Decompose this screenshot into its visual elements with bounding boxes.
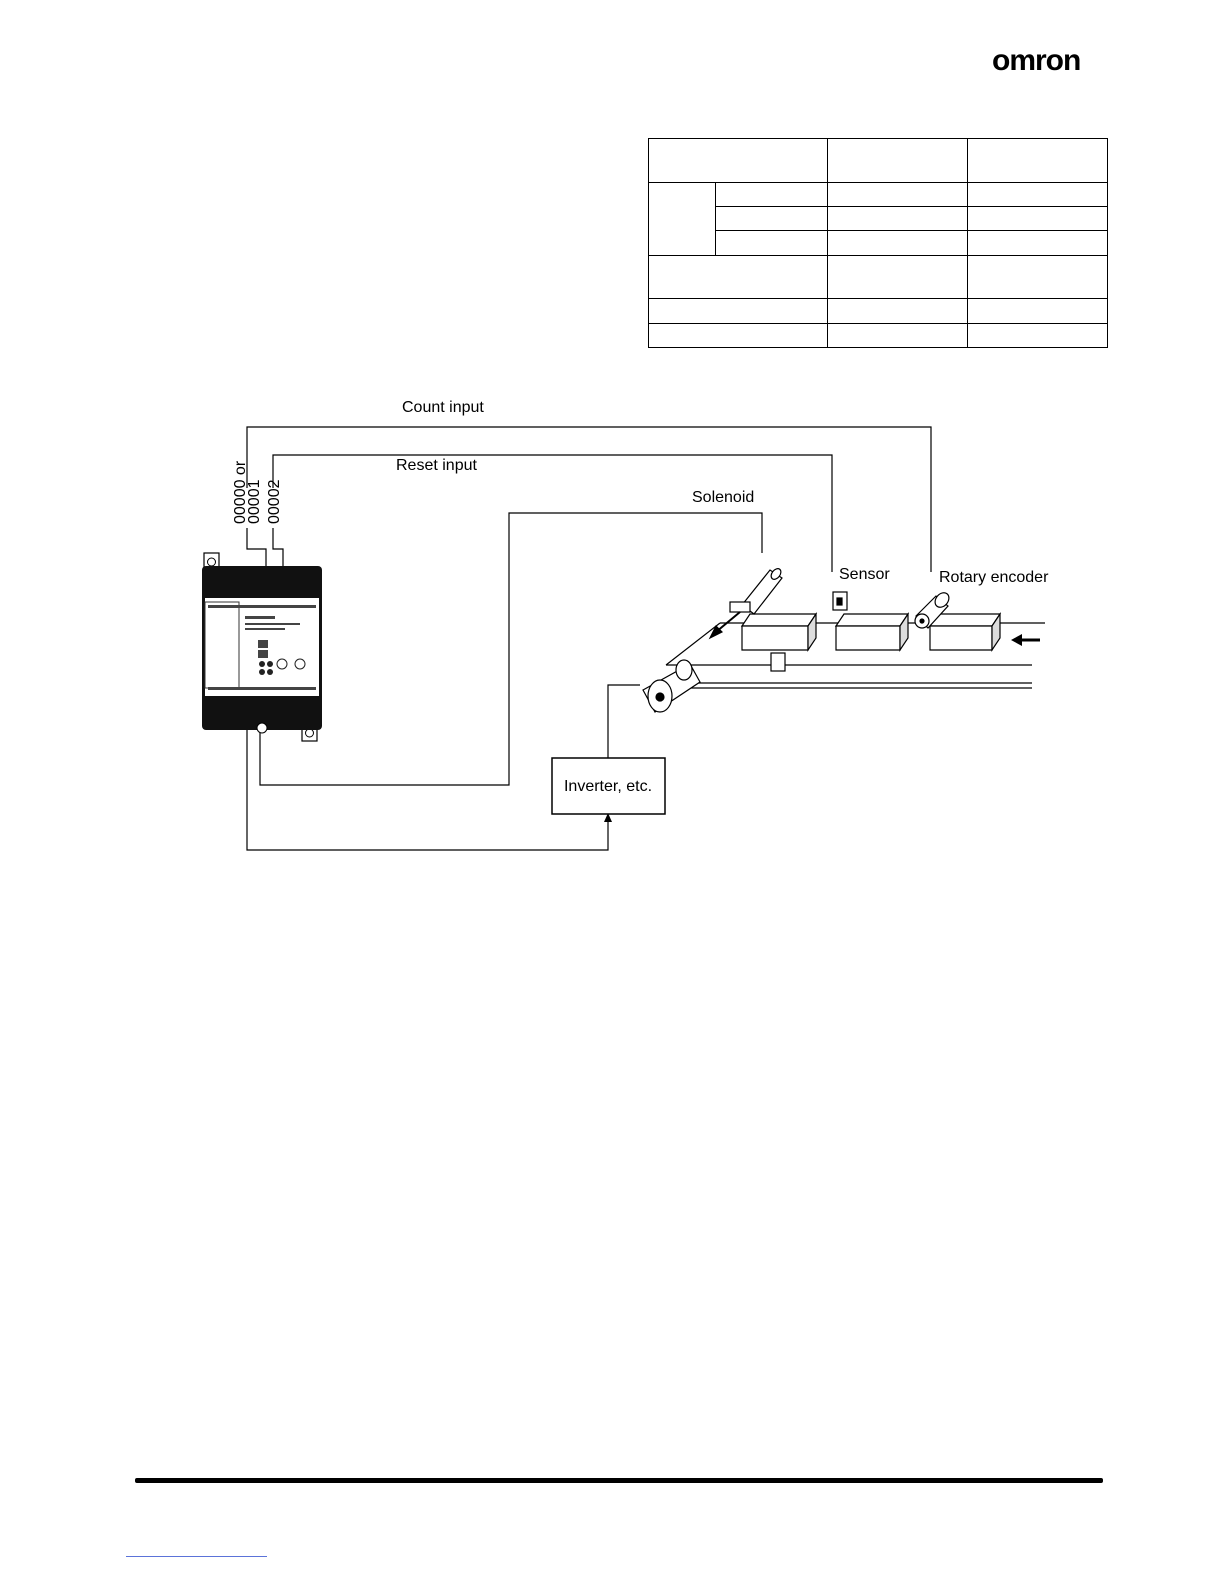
inverter-label: Inverter, etc.: [563, 778, 653, 795]
table-cell: [649, 139, 828, 183]
table-cell: [828, 256, 968, 299]
workpiece: [930, 614, 1000, 650]
omron-logo: [990, 38, 1104, 80]
footer-rule: [135, 1478, 1103, 1483]
count-input-wire: [247, 427, 931, 572]
table-cell: [828, 139, 968, 183]
table-cell: [828, 183, 968, 207]
terminal-label-1a: 00000 or: [232, 460, 249, 524]
table-cell: [828, 299, 968, 324]
table-cell: [968, 256, 1108, 299]
workpiece: [742, 614, 816, 650]
count-input-label: Count input: [402, 399, 484, 416]
table-cell: [828, 207, 968, 231]
table-cell: [828, 231, 968, 256]
workpieces: [742, 614, 1000, 650]
terminal-wire-2: [273, 528, 283, 568]
table-cell: [716, 231, 828, 256]
table-cell: [968, 139, 1108, 183]
table-row: [649, 299, 1108, 324]
reset-input-label: Reset input: [396, 457, 477, 474]
rotary-encoder-label: Rotary encoder: [939, 569, 1049, 586]
table-cell: [649, 299, 828, 324]
table-cell: [968, 183, 1108, 207]
table-cell: [716, 183, 828, 207]
table-cell: [649, 324, 828, 348]
solenoid-label: Solenoid: [692, 489, 755, 506]
footer-link-underline[interactable]: [126, 1556, 267, 1557]
spec-table: [648, 138, 1108, 348]
table-row: [649, 183, 1108, 207]
table-cell: [968, 231, 1108, 256]
table-row: [649, 139, 1108, 183]
table-cell: [968, 324, 1108, 348]
table-cell: [716, 207, 828, 231]
logo-text: omron: [992, 44, 1081, 77]
table-cell: [968, 299, 1108, 324]
reflector-device: [771, 653, 785, 671]
table-row: [649, 231, 1108, 256]
table-cell: [828, 324, 968, 348]
terminal-label-2: 00002: [266, 479, 283, 524]
table-row: [649, 207, 1108, 231]
inverter-motor-wire: [608, 685, 640, 758]
terminal-wire-1: [247, 528, 266, 568]
table-cell: [649, 183, 716, 256]
flow-arrow-icon: [1011, 634, 1040, 646]
conveyor-diagram: [0, 380, 1224, 880]
table-row: [649, 324, 1108, 348]
plc-controller: [202, 553, 322, 741]
terminal-label-1b: 00001: [246, 479, 263, 524]
table-cell: [649, 256, 828, 299]
sensor-device: [833, 592, 847, 610]
table-cell: [968, 207, 1108, 231]
inverter-box: [552, 758, 665, 814]
workpiece: [836, 614, 908, 650]
omron-logo-mark: [990, 38, 1104, 80]
sensor-label: Sensor: [839, 566, 890, 583]
table-row: [649, 256, 1108, 299]
